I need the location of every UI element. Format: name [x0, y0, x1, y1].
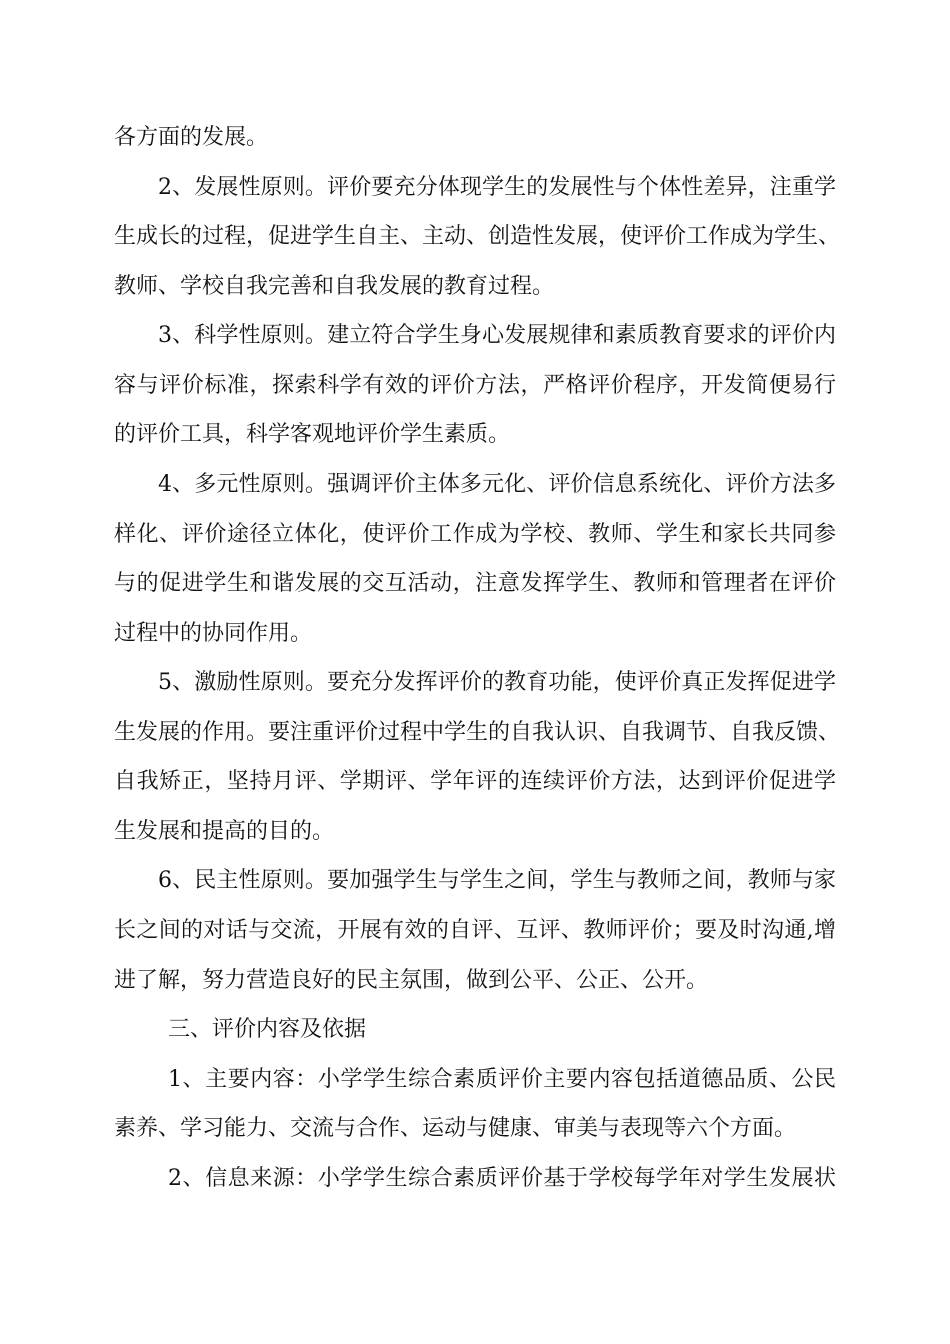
text-line: 长之间的对话与交流，开展有效的自评、互评、教师评价；要及时沟通,增	[114, 918, 836, 943]
text-line: 素养、学习能力、交流与合作、运动与健康、审美与表现等六个方面。	[114, 1116, 797, 1141]
text-line: 自我矫正，坚持月评、学期评、学年评的连续评价方法，达到评价促进学	[114, 769, 836, 794]
text-line: 的评价工具，科学客观地评价学生素质。	[114, 422, 511, 447]
text-line: 生发展和提高的目的。	[114, 819, 335, 844]
text-line: 过程中的协同作用。	[114, 621, 313, 646]
text-line: 样化、评价途径立体化，使评价工作成为学校、教师、学生和家长共同参	[114, 522, 836, 547]
paragraph-heading-line: 5、激励性原则。要充分发挥评价的教育功能，使评价真正发挥促进学	[158, 670, 836, 695]
text-line: 与的促进学生和谐发展的交互活动，注意发挥学生、教师和管理者在评价	[114, 571, 836, 596]
paragraph-heading-line: 4、多元性原则。强调评价主体多元化、评价信息系统化、评价方法多	[158, 472, 836, 497]
paragraph-heading-line: 2、发展性原则。评价要充分体现学生的发展性与个体性差异，注重学	[158, 175, 836, 200]
section-heading: 三、评价内容及依据	[168, 1017, 367, 1042]
text-line: 容与评价标准，探索科学有效的评价方法，严格评价程序，开发简便易行	[114, 373, 836, 398]
text-line: 进了解，努力营造良好的民主氛围，做到公平、公正、公开。	[114, 968, 709, 993]
paragraph-heading-line: 2、信息来源：小学学生综合素质评价基于学校每学年对学生发展状	[168, 1166, 836, 1191]
text-line: 各方面的发展。	[114, 125, 269, 150]
paragraph-heading-line: 3、科学性原则。建立符合学生身心发展规律和素质教育要求的评价内	[158, 323, 836, 348]
paragraph-heading-line: 1、主要内容：小学学生综合素质评价主要内容包括道德品质、公民	[168, 1067, 836, 1092]
text-line: 教师、学校自我完善和自我发展的教育过程。	[114, 274, 555, 299]
text-line: 生发展的作用。要注重评价过程中学生的自我认识、自我调节、自我反馈、	[114, 720, 841, 745]
paragraph-heading-line: 6、民主性原则。要加强学生与学生之间，学生与教师之间，教师与家	[158, 868, 836, 893]
text-line: 生成长的过程，促进学生自主、主动、创造性发展，使评价工作成为学生、	[114, 224, 841, 249]
